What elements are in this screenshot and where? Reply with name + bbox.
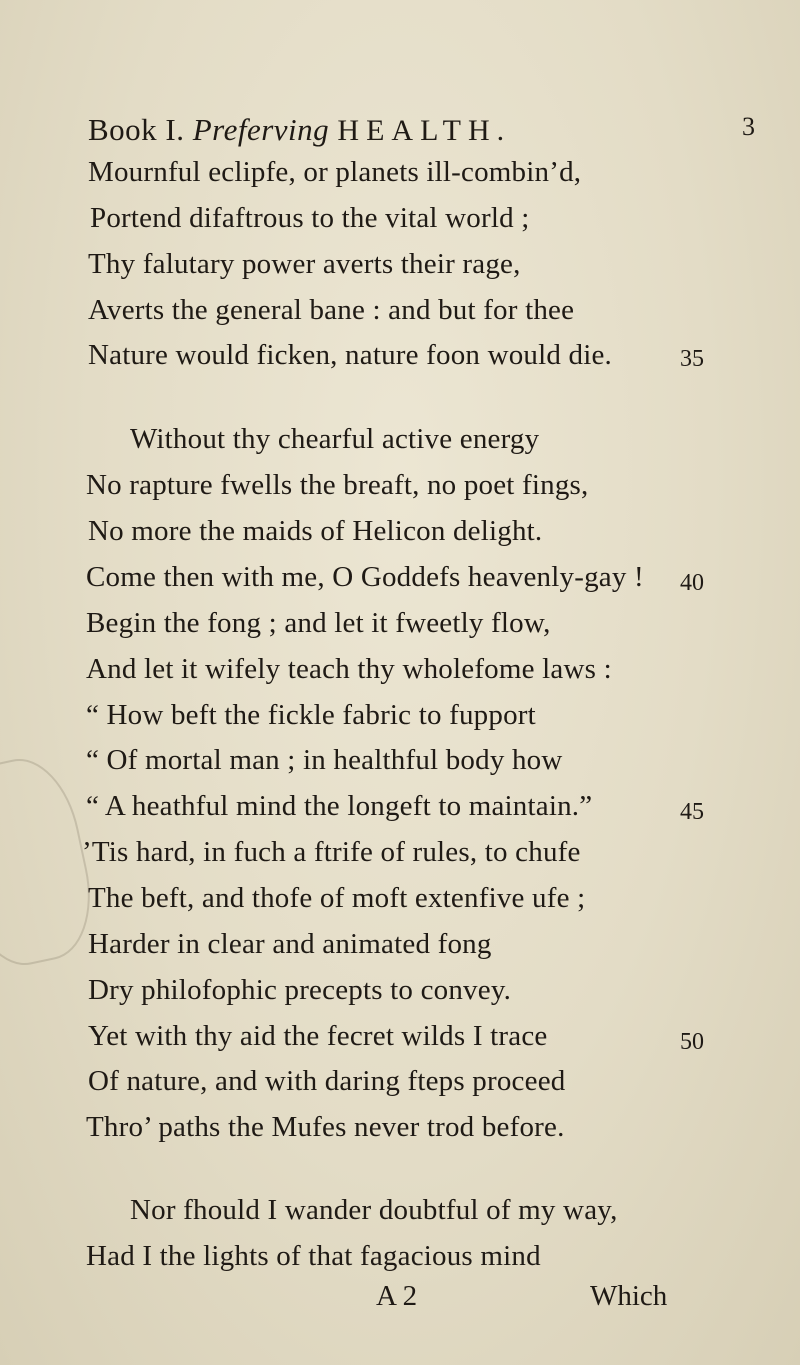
header-subject-caps: HEALTH. (337, 114, 512, 147)
verse-line: Harder in clear and animated fong (88, 928, 492, 960)
verse-line: “ How beft the fickle fabric to fupport (86, 699, 536, 731)
verse-line: No more the maids of Helicon delight. (88, 515, 543, 547)
verse-line: Had I the lights of that fagacious mind (86, 1240, 541, 1272)
verse-line: “ A heathful mind the longeft to maintain.” (86, 790, 593, 822)
verse-line: Nature would ficken, nature foon would die. (88, 339, 613, 371)
line-number: 45 (680, 799, 704, 825)
verse-line: Thy falutary power averts their rage, (88, 248, 521, 280)
verse-line: Portend difaftrous to the vital world ; (90, 202, 530, 234)
page-number: 3 (742, 112, 755, 141)
verse-line: Thro’ paths the Mufes never trod before. (86, 1111, 565, 1143)
verse-line: The beft, and thofe of moft extenfive ufe ; (88, 882, 586, 914)
verse-line: “ Of mortal man ; in healthful body how (86, 744, 563, 776)
verse-line: ’Tis hard, in fuch a ftrife of rules, to chufe (82, 836, 581, 868)
verse-line: No rapture fwells the breaft, no poet fings, (86, 469, 589, 501)
verse-line: Dry philofophic precepts to convey. (88, 974, 512, 1006)
verse-line: Begin the fong ; and let it fweetly flow, (86, 607, 551, 639)
verse-line: Averts the general bane : and but for thee (88, 294, 575, 326)
verse-line: Mournful eclipfe, or planets ill-combin’d, (88, 156, 582, 188)
header-subject-italic: Preferving (192, 112, 330, 147)
signature-mark: A 2 (376, 1280, 418, 1312)
verse-line: Without thy chearful active energy (130, 423, 540, 455)
catchword: Which (590, 1280, 668, 1312)
verse-line: Of nature, and with daring fteps proceed (88, 1065, 566, 1097)
verse-line: Come then with me, O Goddefs heavenly-gay ! (86, 561, 644, 593)
verse-line: And let it wifely teach thy wholefome laws : (86, 653, 612, 685)
line-number: 50 (680, 1029, 704, 1055)
header-book: Book I. (88, 112, 185, 147)
line-number: 40 (680, 570, 704, 596)
verse-line: Yet with thy aid the fecret wilds I trace (88, 1020, 548, 1052)
line-number: 35 (680, 346, 704, 372)
running-header (88, 112, 511, 148)
verse-line: Nor fhould I wander doubtful of my way, (130, 1194, 618, 1226)
